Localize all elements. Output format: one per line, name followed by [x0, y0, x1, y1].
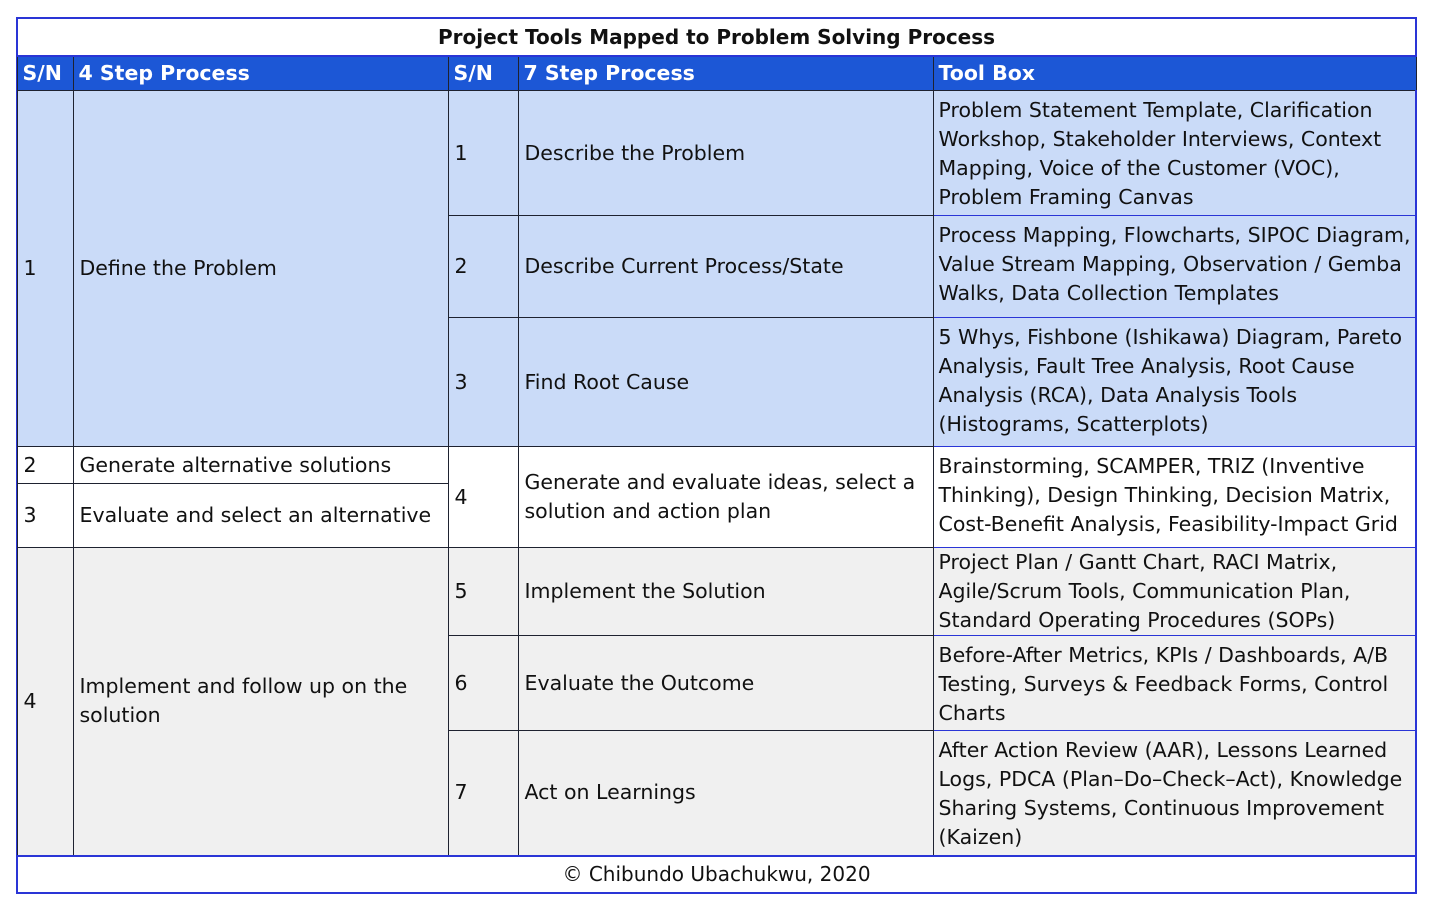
seven-step-label: Describe the Problem — [518, 91, 933, 216]
seven-step-label: Describe Current Process/State — [518, 216, 933, 318]
seven-step-sn: 5 — [448, 548, 518, 636]
seven-step-sn: 1 — [448, 91, 518, 216]
four-step-sn: 3 — [17, 484, 73, 548]
seven-step-label: Generate and evaluate ideas, select a solution and action plan — [518, 447, 933, 548]
four-step-sn: 2 — [17, 447, 73, 484]
header-sn-2: S/N — [448, 56, 518, 91]
toolbox-cell: Process Mapping, Flowcharts, SIPOC Diagram, Value Stream Mapping, Observation / Gemba Walks, Data Collection Templates — [933, 216, 1416, 318]
four-step-label: Generate alternative solutions — [73, 447, 448, 484]
header-toolbox: Tool Box — [933, 56, 1416, 91]
header-sn-1: S/N — [17, 56, 73, 91]
seven-step-label: Find Root Cause — [518, 318, 933, 447]
toolbox-cell: Brainstorming, SCAMPER, TRIZ (Inventive Thinking), Design Thinking, Decision Matrix, Cost-Benefit Analysis, Feasibility-Impact Grid — [933, 447, 1416, 548]
seven-step-sn: 4 — [448, 447, 518, 548]
table-row — [17, 447, 1416, 484]
four-step-label: Evaluate and select an alternative — [73, 484, 448, 548]
copyright-footer: © Chibundo Ubachukwu, 2020 — [17, 856, 1416, 893]
header-7-step: 7 Step Process — [518, 56, 933, 91]
four-step-label: Implement and follow up on the solution — [73, 548, 448, 856]
seven-step-label: Evaluate the Outcome — [518, 636, 933, 731]
table-row — [17, 548, 1416, 636]
toolbox-cell: 5 Whys, Fishbone (Ishikawa) Diagram, Pareto Analysis, Fault Tree Analysis, Root Cause Analysis (RCA), Data Analysis Tools (Histograms, Scatterplots) — [933, 318, 1416, 447]
table-title: Project Tools Mapped to Problem Solving Process — [17, 18, 1416, 56]
seven-step-sn: 7 — [448, 731, 518, 856]
title-row — [17, 18, 1416, 56]
toolbox-cell: Before-After Metrics, KPIs / Dashboards, A/B Testing, Surveys & Feedback Forms, Control Charts — [933, 636, 1416, 731]
seven-step-sn: 3 — [448, 318, 518, 447]
toolbox-cell: Problem Statement Template, Clarification Workshop, Stakeholder Interviews, Context Mapping, Voice of the Customer (VOC), Problem Framing Canvas — [933, 91, 1416, 216]
seven-step-label: Implement the Solution — [518, 548, 933, 636]
four-step-label: Define the Problem — [73, 91, 448, 447]
footer-row — [17, 856, 1416, 893]
four-step-sn: 1 — [17, 91, 73, 447]
table-row — [17, 91, 1416, 216]
header-row — [17, 56, 1416, 91]
four-step-sn: 4 — [17, 548, 73, 856]
seven-step-sn: 6 — [448, 636, 518, 731]
toolbox-cell: Project Plan / Gantt Chart, RACI Matrix, Agile/Scrum Tools, Communication Plan, Standard Operating Procedures (SOPs) — [933, 548, 1416, 636]
process-table — [16, 17, 1417, 894]
seven-step-label: Act on Learnings — [518, 731, 933, 856]
toolbox-cell: After Action Review (AAR), Lessons Learned Logs, PDCA (Plan–Do–Check–Act), Knowledge Sharing Systems, Continuous Improvement (Kaizen) — [933, 731, 1416, 856]
seven-step-sn: 2 — [448, 216, 518, 318]
header-4-step: 4 Step Process — [73, 56, 448, 91]
